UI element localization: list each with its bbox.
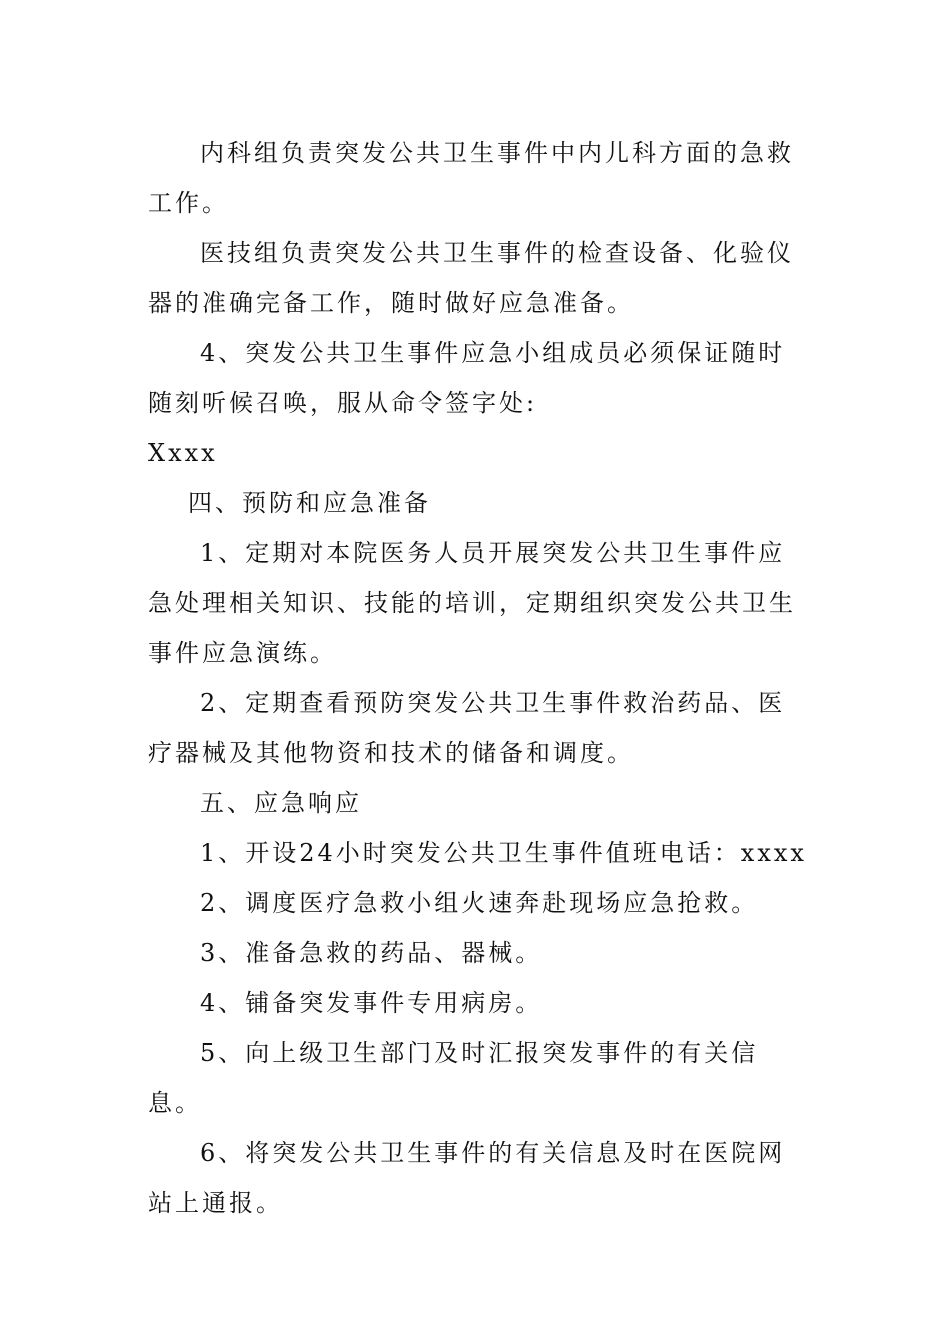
paragraph-report-upward: 5、向上级卫生部门及时汇报突发事件的有关信息。	[148, 1039, 759, 1117]
paragraph-hotline: 1、开设24小时突发公共卫生事件值班电话：xxxx	[200, 839, 807, 867]
signature-placeholder: Xxxx	[148, 439, 218, 467]
paragraph-ward: 4、铺备突发事件专用病房。	[200, 989, 543, 1017]
paragraph-prepare-drugs: 3、准备急救的药品、器械。	[200, 939, 543, 967]
section-heading-response: 五、应急响应	[200, 789, 362, 817]
paragraph-supplies-check: 2、定期查看预防突发公共卫生事件救治药品、医疗器械及其他物资和技术的储备和调度。	[148, 689, 786, 767]
paragraph-publish-online: 6、将突发公共卫生事件的有关信息及时在医院网站上通报。	[148, 1139, 786, 1217]
document-body	[148, 128, 808, 1228]
paragraph-dispatch-team: 2、调度医疗急救小组火速奔赴现场应急抢救。	[200, 889, 759, 917]
paragraph-training: 1、定期对本院医务人员开展突发公共卫生事件应急处理相关知识、技能的培训，定期组织突发公共卫生事件应急演练。	[148, 539, 796, 667]
paragraph-medical-tech: 医技组负责突发公共卫生事件的检查设备、化验仪器的准确完备工作，随时做好应急准备。	[148, 239, 794, 317]
paragraph-team-on-call: 4、突发公共卫生事件应急小组成员必须保证随时随刻听候召唤，服从命令签字处:	[148, 339, 786, 417]
paragraph-internal-medicine: 内科组负责突发公共卫生事件中内儿科方面的急救工作。	[148, 139, 794, 217]
section-heading-prevention: 四、预防和应急准备	[188, 489, 431, 517]
